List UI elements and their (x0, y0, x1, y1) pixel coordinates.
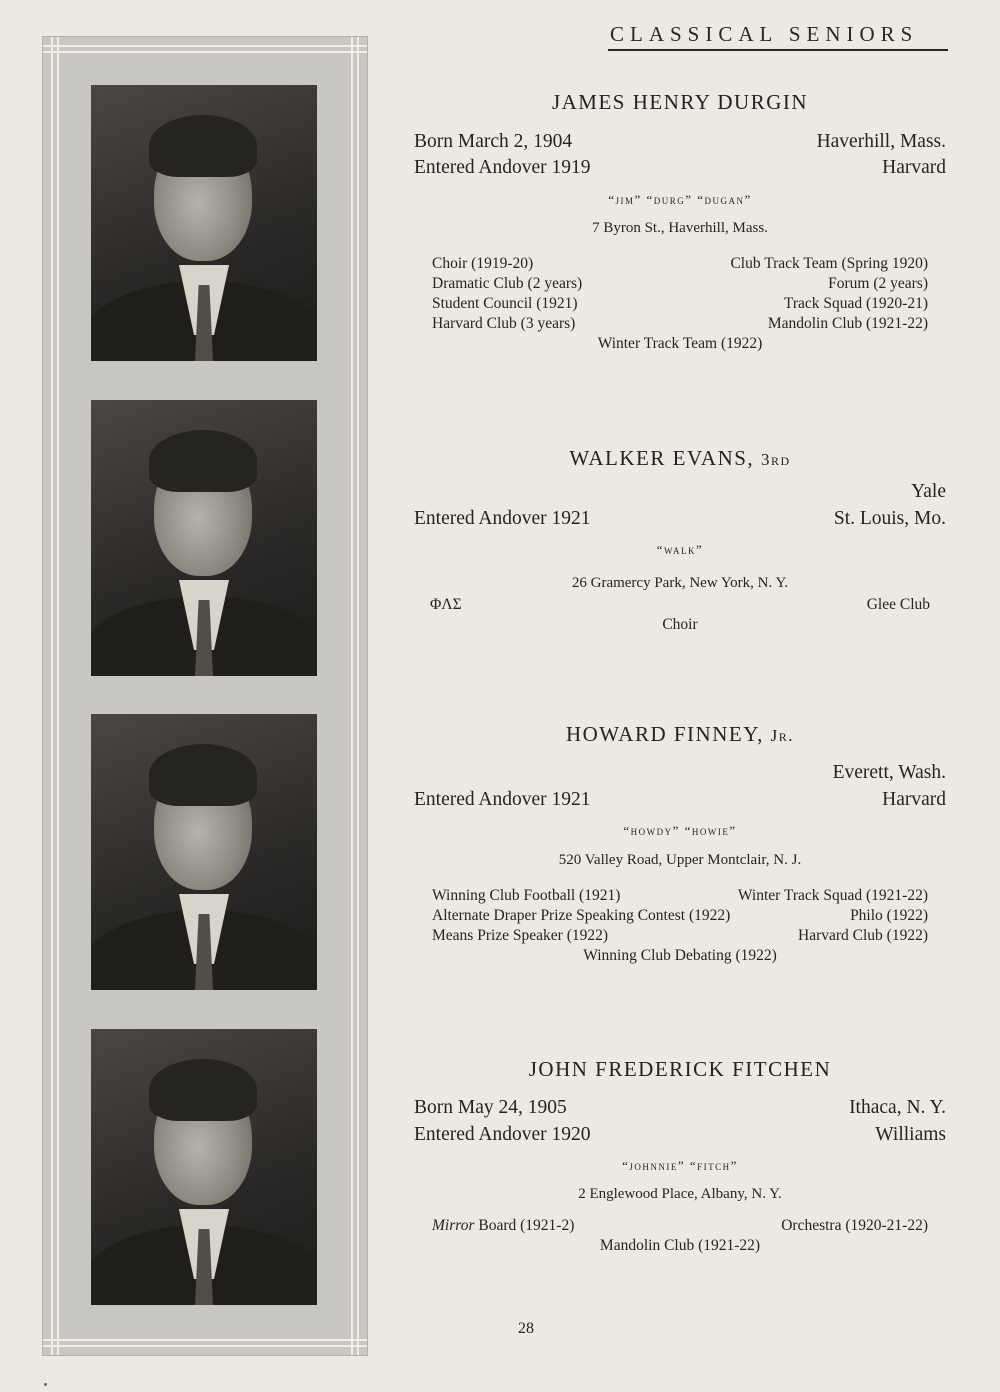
entry-name-text: HOWARD FINNEY, (565, 722, 764, 746)
activity: Choir (1919-20) (432, 255, 534, 272)
activity-row (432, 1216, 928, 1236)
activity: Glee Club (866, 596, 930, 613)
activity-center: Winning Club Debating (1922) (583, 947, 777, 964)
activity: Harvard Club (3 years) (432, 315, 576, 332)
entry-name: JOHN FREDERICK FITCHEN (528, 1057, 832, 1081)
portrait-photo-finney (91, 714, 317, 990)
portrait-photo-fitchen (91, 1029, 317, 1305)
activity (432, 1216, 574, 1236)
entered-year: Entered Andover 1921 (414, 508, 591, 529)
entry-college-row (414, 481, 946, 503)
hometown: Haverhill, Mass. (816, 131, 946, 152)
activity: Mandolin Club (1921-22) (767, 315, 928, 332)
speck (44, 1383, 47, 1386)
activity: Winning Club Football (1921) (432, 887, 621, 904)
strip-border-line (43, 51, 367, 53)
activities (432, 1216, 928, 1256)
photo-strip (42, 36, 368, 1356)
activity-center: Winter Track Team (1922) (597, 335, 763, 352)
address: 520 Valley Road, Upper Montclair, N. J. (558, 852, 802, 868)
nicknames: “howdy” “howie” (623, 823, 737, 838)
entry-born-row (414, 1097, 946, 1119)
strip-border-line (57, 37, 59, 1355)
activity: Dramatic Club (2 years) (432, 275, 583, 292)
activity: Alternate Draper Prize Speaking Contest (1922) (432, 907, 731, 924)
entered-year: Entered Andover 1920 (414, 1124, 591, 1145)
activity-row (432, 274, 928, 294)
activities (432, 886, 928, 966)
hometown: Everett, Wash. (832, 762, 946, 783)
name-suffix: 3rd (760, 450, 791, 469)
activity-row (432, 906, 928, 926)
page-number: 28 (518, 1320, 534, 1337)
college: Williams (875, 1124, 946, 1145)
entry-entered-row (414, 157, 946, 179)
activity-row (432, 294, 928, 314)
entry-name: JAMES HENRY DURGIN (551, 90, 809, 114)
activity-row (432, 314, 928, 334)
entered-year: Entered Andover 1919 (414, 157, 591, 178)
address: 7 Byron St., Haverhill, Mass. (592, 220, 768, 236)
college: Harvard (882, 157, 946, 178)
strip-border-line (43, 45, 367, 47)
entry-entered-row (414, 1124, 946, 1146)
college: Harvard (882, 789, 946, 810)
activity-row (432, 886, 928, 906)
strip-border-line (357, 37, 359, 1355)
entry-entered-row (414, 789, 946, 811)
entry-entered-row (414, 508, 946, 530)
nicknames: “jim” “durg” “dugan” (608, 192, 752, 207)
entered-year: Entered Andover 1921 (414, 789, 591, 810)
entry-name-text: WALKER EVANS, (569, 446, 755, 470)
mirror-italic: Mirror (432, 1217, 475, 1234)
activity-center: Choir (662, 616, 698, 633)
activity: Track Squad (1920-21) (783, 295, 928, 312)
strip-border-line (51, 37, 53, 1355)
nicknames: “walk” (656, 542, 704, 557)
activity: Means Prize Speaker (1922) (432, 927, 609, 944)
portrait-photo-evans (91, 400, 317, 676)
hometown: St. Louis, Mo. (833, 508, 946, 529)
entry-name (414, 722, 946, 747)
entry-name (414, 446, 946, 471)
activity: Philo (1922) (850, 907, 928, 924)
strip-border-line (351, 37, 353, 1355)
activity: Forum (2 years) (828, 275, 928, 292)
address: 2 Englewood Place, Albany, N. Y. (578, 1186, 782, 1202)
entry-home-row (414, 762, 946, 784)
activity-row (432, 254, 928, 274)
activity-rest: Board (1921-2) (474, 1217, 575, 1234)
activity: Student Council (1921) (432, 295, 578, 312)
strip-border-line (43, 1339, 367, 1341)
college: Yale (911, 481, 946, 502)
activities (432, 254, 928, 354)
strip-border-line (43, 1345, 367, 1347)
fraternity-letters: ΦΛΣ (430, 596, 462, 613)
nicknames: “johnnie” “fitch” (622, 1158, 738, 1173)
birth-date: Born March 2, 1904 (414, 131, 573, 152)
portrait-photo-durgin (91, 85, 317, 361)
activity-row (432, 926, 928, 946)
entry-born-row (414, 131, 946, 153)
activities (430, 595, 930, 635)
activity: Orchestra (1920-21-22) (781, 1217, 928, 1234)
activity-center: Mandolin Club (1921-22) (599, 1237, 761, 1254)
header-rule (608, 49, 948, 51)
hometown: Ithaca, N. Y. (849, 1097, 946, 1118)
activity: Harvard Club (1922) (798, 927, 928, 944)
name-suffix: Jr. (770, 726, 795, 745)
activity-row (430, 595, 930, 615)
activity: Winter Track Squad (1921-22) (737, 887, 928, 904)
address: 26 Gramercy Park, New York, N. Y. (571, 575, 789, 591)
birth-date: Born May 24, 1905 (414, 1097, 567, 1118)
activity: Club Track Team (Spring 1920) (730, 255, 928, 272)
page-header: CLASSICAL SENIORS (610, 22, 919, 46)
